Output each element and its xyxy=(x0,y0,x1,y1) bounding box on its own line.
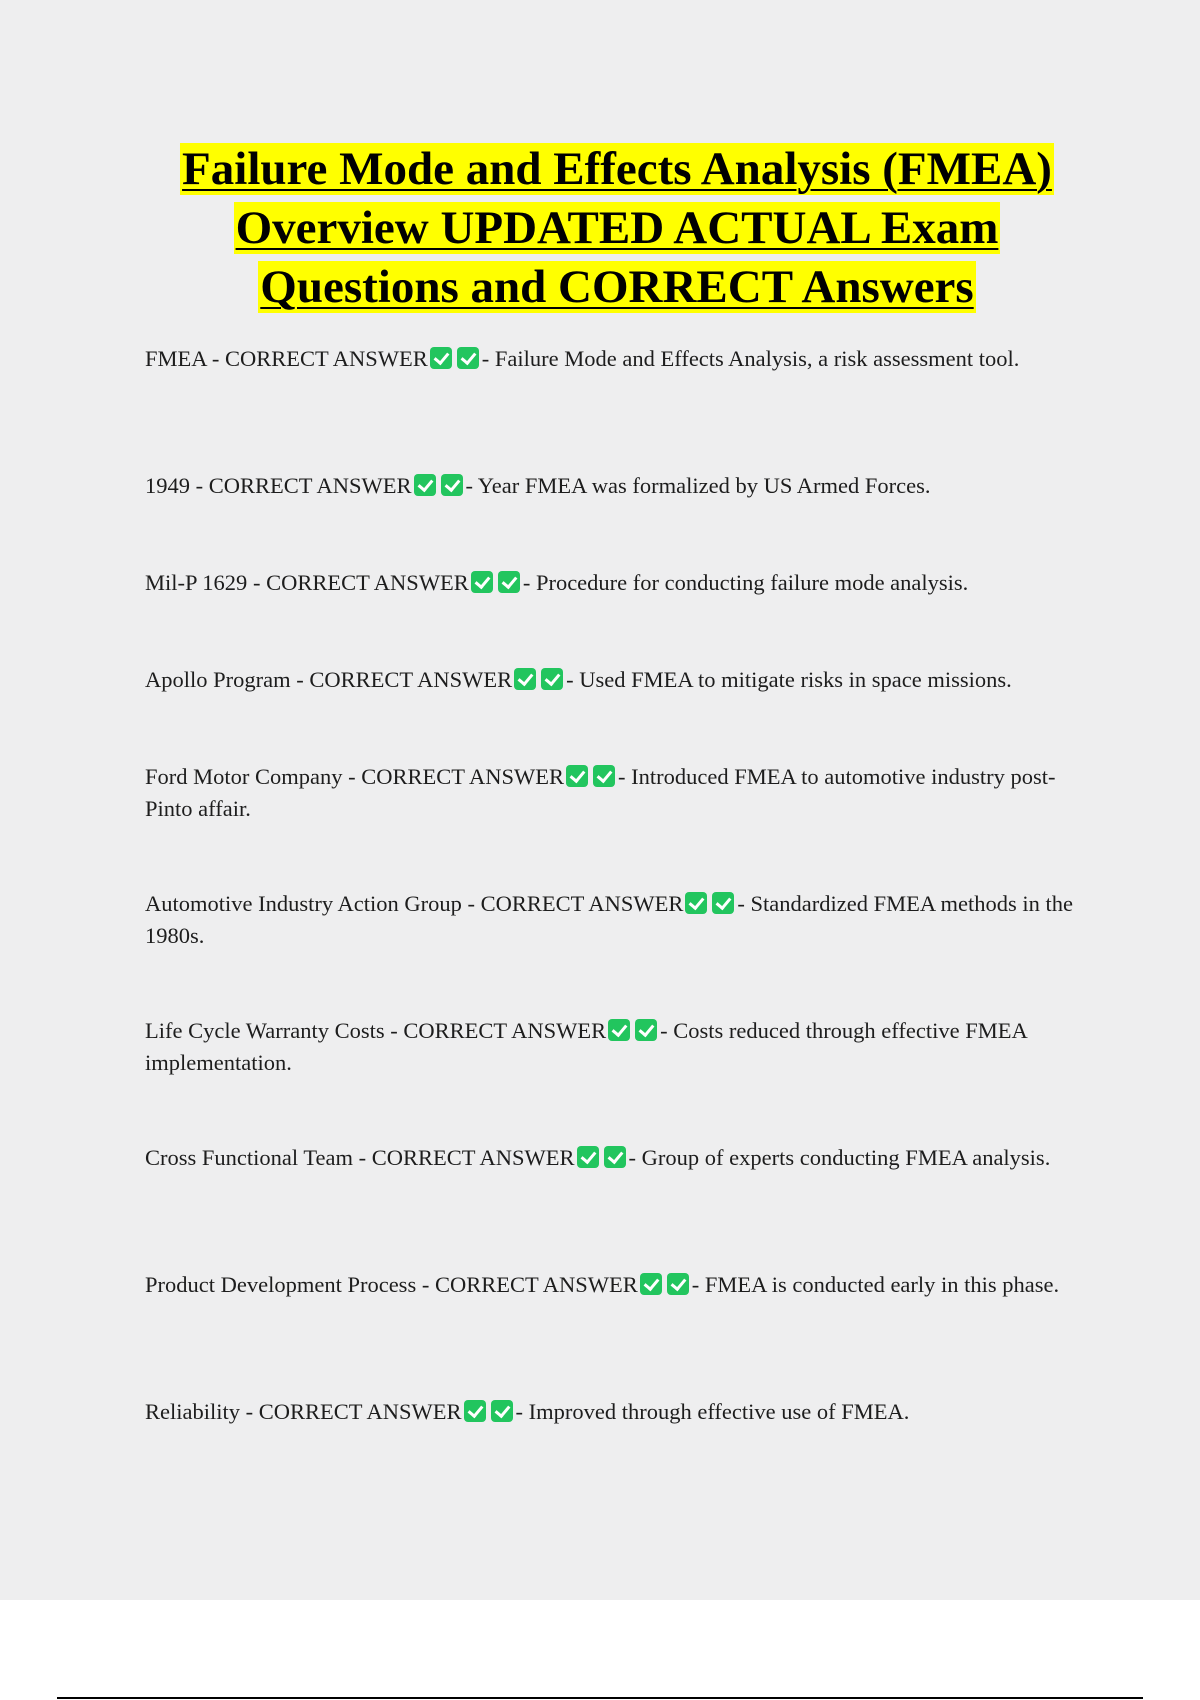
title-line xyxy=(90,140,1144,199)
qa-item: 1949 - CORRECT ANSWER - Year FMEA was formalized by US Armed Forces. xyxy=(145,473,931,498)
qa-answer-marker: CORRECT ANSWER xyxy=(208,473,412,498)
qa-term: Product Development Process xyxy=(145,1272,417,1297)
qa-item: Life Cycle Warranty Costs - CORRECT ANSWER - Costs reduced through effective FMEA implementation. xyxy=(145,1018,1027,1075)
qa-definition: Year FMEA was formalized by US Armed Forces. xyxy=(477,473,931,498)
qa-term: Apollo Program xyxy=(145,667,291,692)
qa-item: FMEA - CORRECT ANSWER - Failure Mode and Effects Analysis, a risk assessment tool. xyxy=(145,346,1020,371)
qa-answer-marker: CORRECT ANSWER xyxy=(480,891,684,916)
qa-term: Reliability xyxy=(145,1399,240,1424)
green-check-mark-icon xyxy=(414,474,436,496)
qa-definition: FMEA is conducted early in this phase. xyxy=(704,1272,1060,1297)
green-check-mark-icon xyxy=(608,1019,630,1041)
green-check-mark-icon xyxy=(541,668,563,690)
qa-answer-marker: CORRECT ANSWER xyxy=(361,764,565,789)
qa-definition: Group of experts conducting FMEA analysis. xyxy=(641,1145,1051,1170)
qa-answer-marker: CORRECT ANSWER xyxy=(266,570,469,595)
green-check-mark-icon xyxy=(498,571,520,593)
qa-item: Apollo Program - CORRECT ANSWER - Used FMEA to mitigate risks in space missions. xyxy=(145,667,1012,692)
qa-definition: Improved through effective use of FMEA. xyxy=(528,1399,910,1424)
title-line xyxy=(90,199,1144,258)
qa-answer-marker: CORRECT ANSWER xyxy=(403,1018,607,1043)
green-check-mark-icon xyxy=(514,668,536,690)
qa-item: Ford Motor Company - CORRECT ANSWER - Introduced FMEA to automotive industry post-Pinto affair. xyxy=(145,764,1056,821)
qa-term: 1949 xyxy=(145,473,190,498)
green-check-mark-icon xyxy=(604,1146,626,1168)
title-line xyxy=(90,258,1144,317)
qa-item: Reliability - CORRECT ANSWER - Improved through effective use of FMEA. xyxy=(145,1399,910,1424)
qa-answer-marker: CORRECT ANSWER xyxy=(371,1145,575,1170)
green-check-mark-icon xyxy=(712,892,734,914)
qa-term: Life Cycle Warranty Costs xyxy=(145,1018,385,1043)
green-check-mark-icon xyxy=(464,1400,486,1422)
green-check-mark-icon xyxy=(491,1400,513,1422)
green-check-mark-icon xyxy=(566,765,588,787)
qa-term: Mil-P 1629 xyxy=(145,570,248,595)
qa-term: Ford Motor Company xyxy=(145,764,343,789)
qa-item: Mil-P 1629 - CORRECT ANSWER - Procedure for conducting failure mode analysis. xyxy=(145,570,969,595)
qa-term: Cross Functional Team xyxy=(145,1145,353,1170)
green-check-mark-icon xyxy=(685,892,707,914)
document-title xyxy=(90,140,1144,317)
qa-definition: Introduced FMEA to automotive industry post-Pinto affair. xyxy=(145,764,1056,821)
qa-definition: Costs reduced through effective FMEA implementation. xyxy=(145,1018,1027,1075)
title-line-text: Overview UPDATED ACTUAL Exam xyxy=(235,202,999,254)
qa-definition: Used FMEA to mitigate risks in space missions. xyxy=(579,667,1012,692)
green-check-mark-icon xyxy=(430,347,452,369)
title-line-text: Questions and CORRECT Answers xyxy=(260,261,974,313)
qa-definition: Failure Mode and Effects Analysis, a risk assessment tool. xyxy=(494,346,1020,371)
qa-term: Automotive Industry Action Group xyxy=(145,891,462,916)
green-check-mark-icon xyxy=(593,765,615,787)
qa-term: FMEA xyxy=(145,346,207,371)
qa-answer-marker: CORRECT ANSWER xyxy=(309,667,513,692)
footer-divider xyxy=(57,1697,1143,1699)
qa-definition: Procedure for conducting failure mode analysis. xyxy=(535,570,969,595)
green-check-mark-icon xyxy=(457,347,479,369)
green-check-mark-icon xyxy=(441,474,463,496)
qa-answer-marker: CORRECT ANSWER xyxy=(258,1399,462,1424)
title-line-text: Failure Mode and Effects Analysis (FMEA) xyxy=(182,143,1052,195)
green-check-mark-icon xyxy=(471,571,493,593)
qa-answer-marker: CORRECT ANSWER xyxy=(225,346,428,371)
qa-definition: Standardized FMEA methods in the 1980s. xyxy=(145,891,1073,948)
green-check-mark-icon xyxy=(667,1273,689,1295)
qa-item: Automotive Industry Action Group - CORRECT ANSWER - Standardized FMEA methods in the 1980s. xyxy=(145,891,1073,948)
green-check-mark-icon xyxy=(640,1273,662,1295)
green-check-mark-icon xyxy=(577,1146,599,1168)
qa-item: Product Development Process - CORRECT ANSWER - FMEA is conducted early in this phase. xyxy=(145,1272,1060,1297)
green-check-mark-icon xyxy=(635,1019,657,1041)
qa-item: Cross Functional Team - CORRECT ANSWER - Group of experts conducting FMEA analysis. xyxy=(145,1145,1051,1170)
qa-answer-marker: CORRECT ANSWER xyxy=(434,1272,638,1297)
